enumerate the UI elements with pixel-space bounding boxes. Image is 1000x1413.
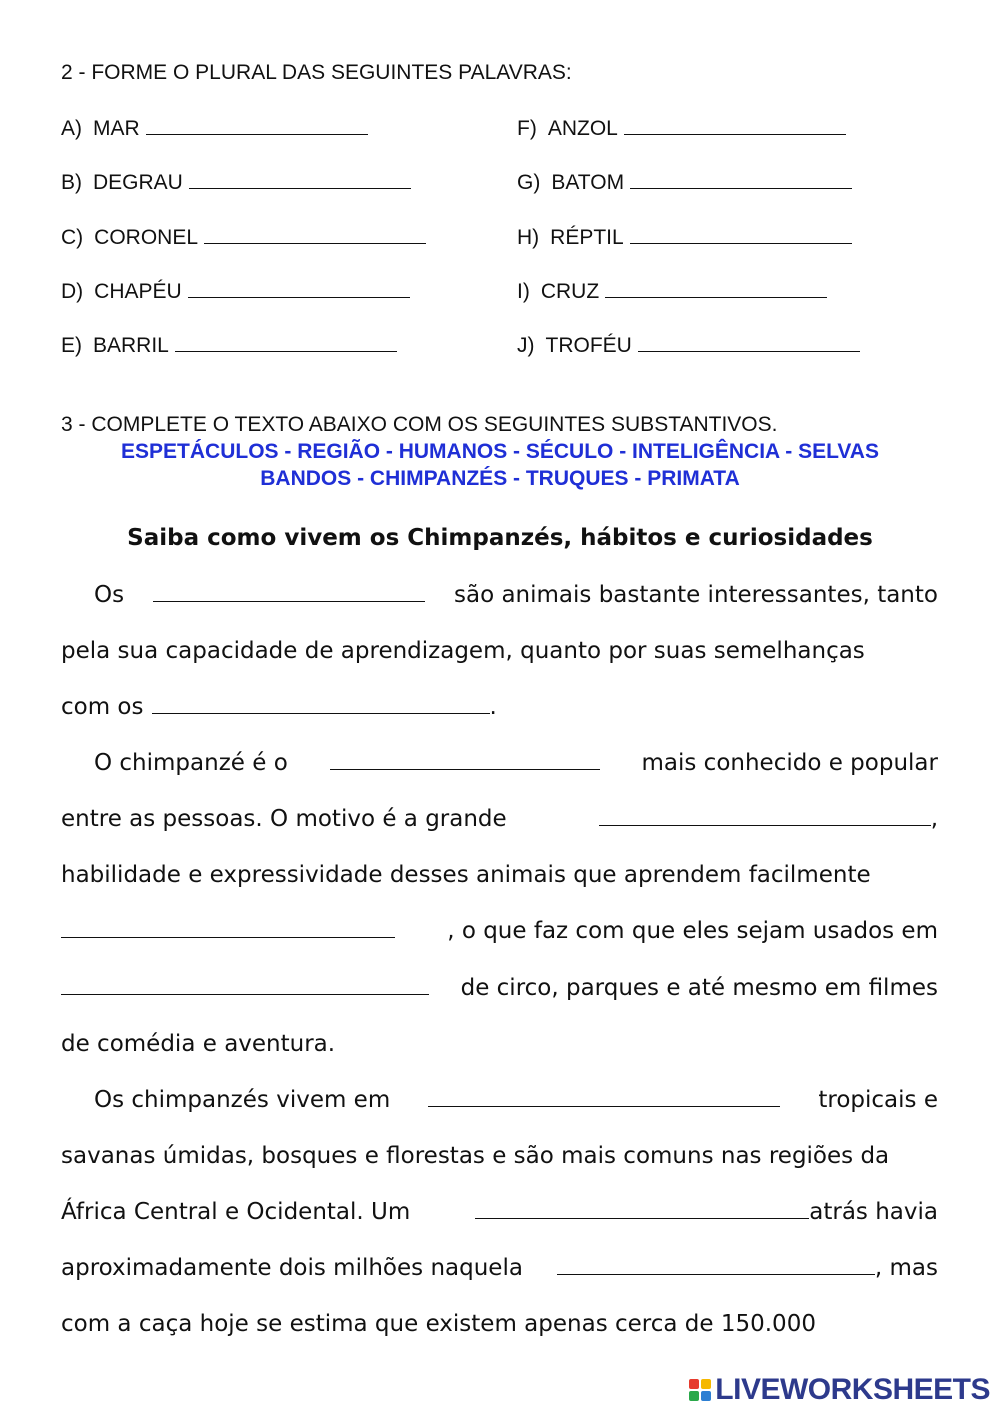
- text-line-2: [61, 638, 938, 664]
- plural-item-a: [61, 116, 368, 141]
- item-letter: J): [517, 334, 535, 357]
- item-letter: D): [61, 280, 84, 303]
- answer-blank[interactable]: [61, 976, 429, 995]
- line-text: Os: [94, 582, 125, 608]
- line-text: entre as pessoas. O motivo é a grande: [61, 806, 507, 832]
- item-word: RÉPTIL: [550, 226, 624, 249]
- item-letter: G): [517, 171, 541, 194]
- item-letter: A): [61, 117, 82, 140]
- question-3-title: 3 - COMPLETE O TEXTO ABAIXO COM OS SEGUINTES SUBSTANTIVOS.: [61, 413, 778, 436]
- answer-blank[interactable]: [599, 807, 931, 826]
- answer-blank[interactable]: [428, 1088, 780, 1107]
- item-word: DEGRAU: [93, 171, 183, 194]
- text-line-14: [61, 1311, 938, 1337]
- answer-blank[interactable]: [175, 333, 397, 352]
- item-letter: I): [517, 280, 530, 303]
- line-text: de comédia e aventura.: [61, 1031, 336, 1057]
- item-word: TROFÉU: [545, 334, 632, 357]
- line-text: ,: [930, 806, 938, 832]
- text-line-13: [61, 1255, 938, 1281]
- plural-item-b: [61, 170, 411, 195]
- item-word: BARRIL: [93, 334, 169, 357]
- answer-blank[interactable]: [475, 1200, 809, 1219]
- item-letter: E): [61, 334, 82, 357]
- plural-item-e: [61, 333, 397, 358]
- item-word: MAR: [93, 117, 140, 140]
- text-line-5: [61, 806, 938, 832]
- line-text: savanas úmidas, bosques e florestas e são mais comuns nas regiões da: [61, 1143, 890, 1169]
- line-text: pela sua capacidade de aprendizagem, quanto por suas semelhanças: [61, 638, 865, 664]
- word-bank-line-2: BANDOS - CHIMPANZÉS - TRUQUES - PRIMATA: [260, 467, 740, 490]
- line-text: de circo, parques e até mesmo em filmes: [460, 975, 938, 1001]
- answer-blank[interactable]: [188, 279, 410, 298]
- answer-blank[interactable]: [61, 919, 395, 938]
- answer-blank[interactable]: [204, 225, 426, 244]
- text-line-3: [61, 694, 938, 720]
- logo-text: LIVEWORKSHEETS: [715, 1373, 990, 1406]
- item-letter: F): [517, 117, 537, 140]
- answer-blank[interactable]: [630, 170, 852, 189]
- item-letter: C): [61, 226, 84, 249]
- answer-blank[interactable]: [330, 751, 600, 770]
- question-2-title: 2 - FORME O PLURAL DAS SEGUINTES PALAVRAS:: [61, 61, 572, 84]
- line-text: , o que faz com que eles sejam usados em: [447, 918, 938, 944]
- plural-item-f: [517, 116, 846, 141]
- answer-blank[interactable]: [630, 225, 852, 244]
- text-line-1: [61, 582, 938, 608]
- line-text: Os chimpanzés vivem em: [94, 1087, 391, 1113]
- text-line-12: [61, 1199, 938, 1225]
- line-text: com a caça hoje se estima que existem apenas cerca de 150.000: [61, 1311, 816, 1337]
- text-line-10: [61, 1087, 938, 1113]
- item-word: CHAPÉU: [94, 280, 182, 303]
- line-text: tropicais e: [818, 1087, 938, 1113]
- answer-blank[interactable]: [557, 1256, 875, 1275]
- answer-blank[interactable]: [638, 333, 860, 352]
- text-line-11: [61, 1143, 938, 1169]
- plural-item-g: [517, 170, 852, 195]
- answer-blank[interactable]: [624, 116, 846, 135]
- item-word: CRUZ: [540, 280, 600, 303]
- line-text: mais conhecido e popular: [641, 750, 938, 776]
- logo-icon: [689, 1379, 711, 1401]
- item-word: CORONEL: [94, 226, 199, 249]
- line-text: habilidade e expressividade desses animais que aprendem facilmente: [61, 862, 871, 888]
- item-letter: H): [517, 226, 540, 249]
- text-line-7: [61, 918, 938, 944]
- item-word: ANZOL: [547, 117, 618, 140]
- text-line-9: [61, 1031, 938, 1057]
- item-letter: B): [61, 171, 82, 194]
- plural-item-j: [517, 333, 860, 358]
- plural-item-h: [517, 225, 852, 250]
- line-text: África Central e Ocidental. Um: [61, 1199, 411, 1225]
- text-title: Saiba como vivem os Chimpanzés, hábitos e curiosidades: [127, 525, 873, 551]
- item-word: BATOM: [551, 171, 625, 194]
- text-line-4: [61, 750, 938, 776]
- line-text: .: [489, 694, 497, 720]
- plural-item-d: [61, 279, 410, 304]
- liveworksheets-logo[interactable]: [689, 1373, 990, 1407]
- text-line-8: [61, 975, 938, 1001]
- plural-item-c: [61, 225, 426, 250]
- text-line-6: [61, 862, 938, 888]
- line-text: O chimpanzé é o: [94, 750, 288, 776]
- answer-blank[interactable]: [146, 116, 368, 135]
- line-text: atrás havia: [809, 1199, 938, 1225]
- answer-blank[interactable]: [189, 170, 411, 189]
- answer-blank[interactable]: [152, 695, 490, 714]
- answer-blank[interactable]: [153, 583, 425, 602]
- line-text: com os: [61, 694, 144, 720]
- answer-blank[interactable]: [605, 279, 827, 298]
- word-bank-line-1: ESPETÁCULOS - REGIÃO - HUMANOS - SÉCULO - INTELIGÊNCIA - SELVAS: [121, 440, 879, 463]
- plural-item-i: [517, 279, 827, 304]
- line-text: são animais bastante interessantes, tanto: [454, 582, 938, 608]
- line-text: , mas: [874, 1255, 938, 1281]
- line-text: aproximadamente dois milhões naquela: [61, 1255, 523, 1281]
